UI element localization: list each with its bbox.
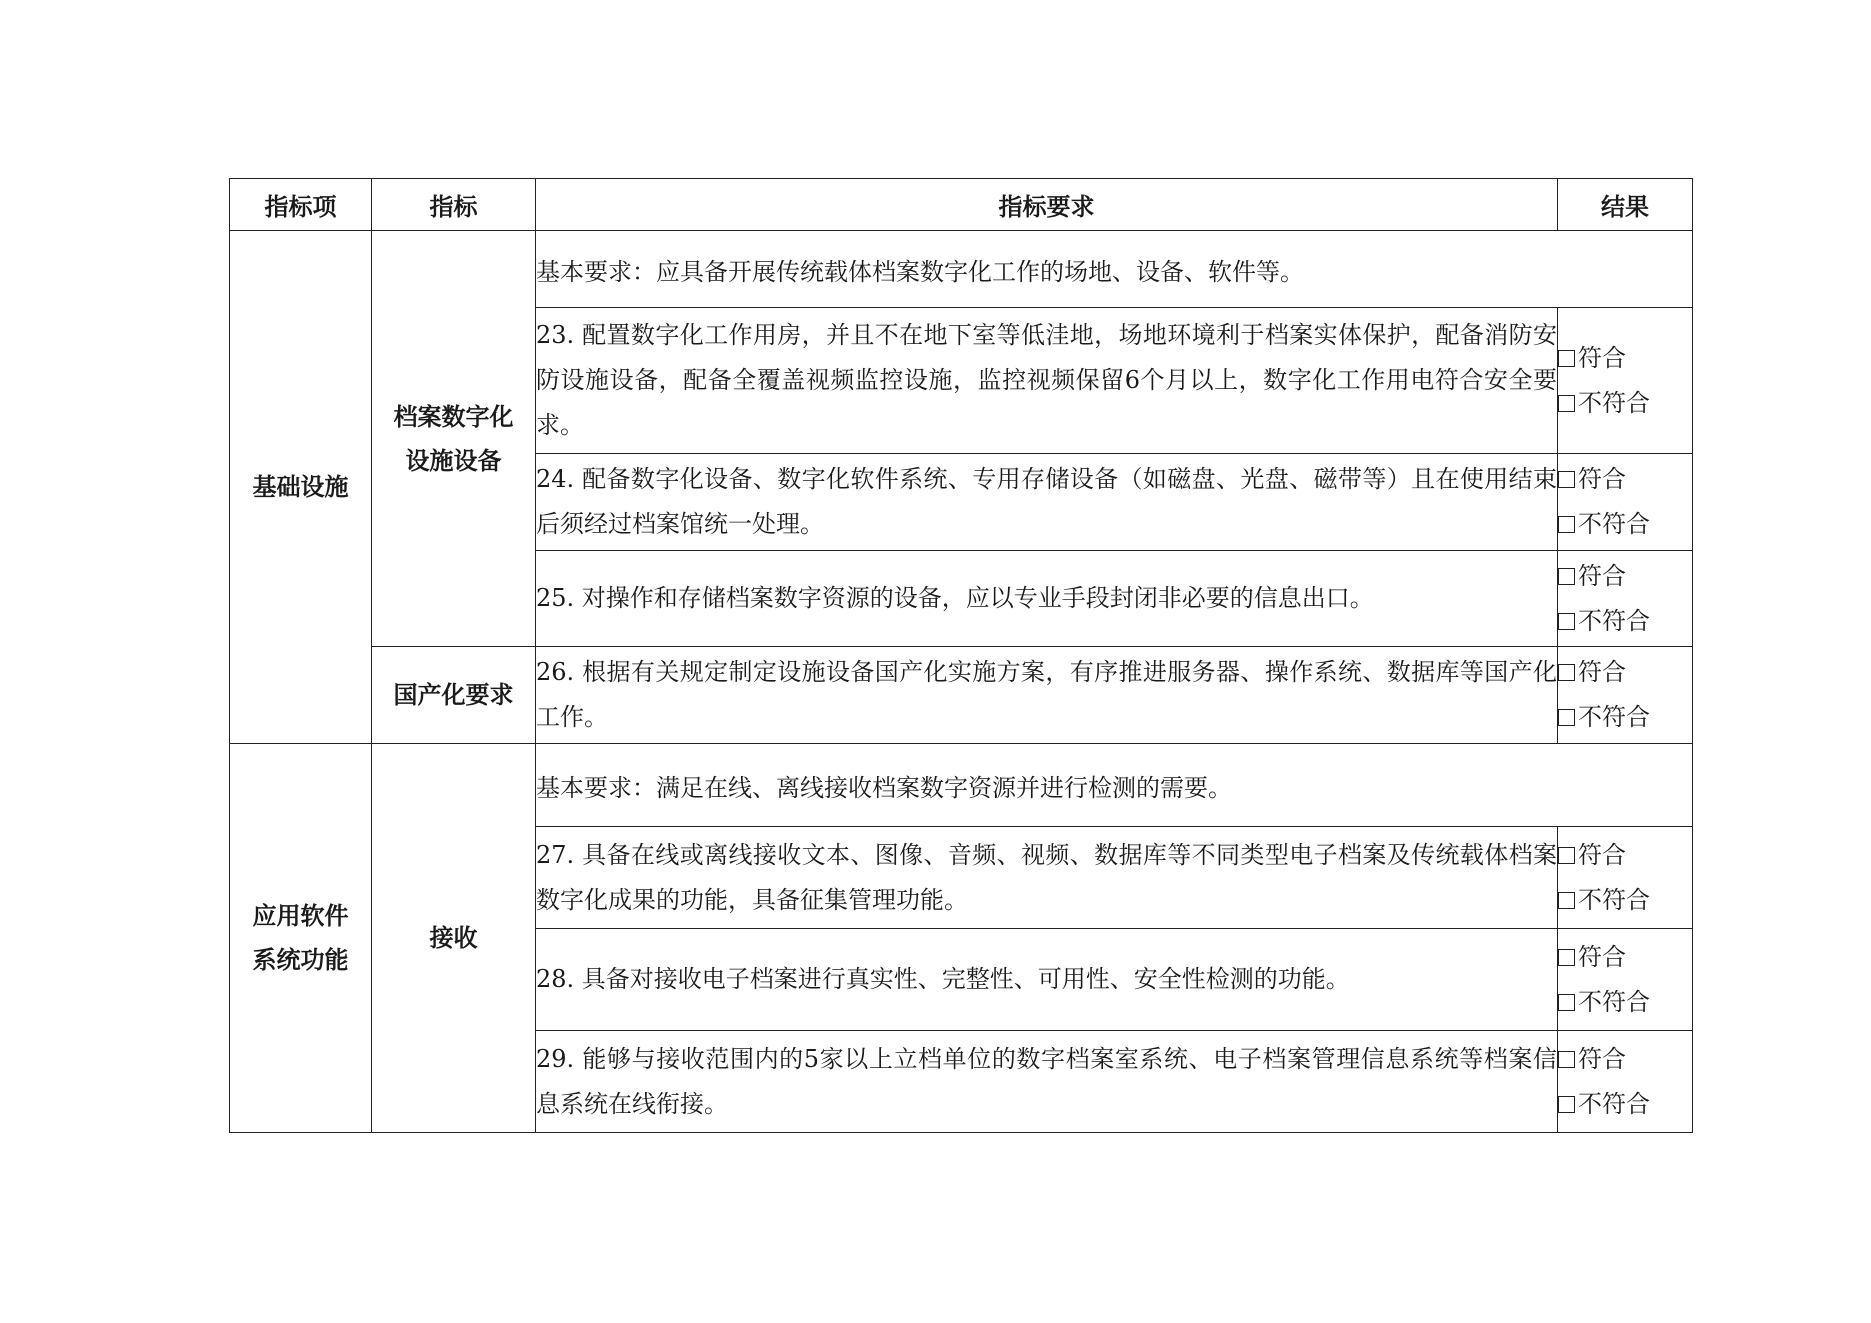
indicator-receive: 接收 (372, 744, 536, 1133)
indicator-digital-facilities (372, 231, 536, 647)
header-row (230, 179, 1693, 231)
compliant-option[interactable]: 符合 (1558, 1037, 1692, 1082)
result-cell (1558, 647, 1693, 744)
indicator-localization: 国产化要求 (372, 647, 536, 744)
requirement-24: 24. 配备数字化设备、数字化软件系统、专用存储设备（如磁盘、光盘、磁带等）且在使用结束后须经过档案馆统一处理。 (536, 454, 1558, 551)
result-cell (1558, 308, 1693, 454)
table-row (230, 744, 1693, 827)
checkbox-icon[interactable] (1558, 949, 1575, 966)
checkbox-icon[interactable] (1558, 1096, 1575, 1113)
checkbox-icon[interactable] (1558, 1051, 1575, 1068)
checkbox-icon[interactable] (1558, 568, 1575, 585)
checkbox-icon[interactable] (1558, 350, 1575, 367)
header-result: 结果 (1558, 179, 1693, 231)
checkbox-icon[interactable] (1558, 613, 1575, 630)
compliant-option[interactable]: 符合 (1558, 935, 1692, 980)
checkbox-icon[interactable] (1558, 471, 1575, 488)
result-cell (1558, 929, 1693, 1031)
requirement-25: 25. 对操作和存储档案数字资源的设备，应以专业手段封闭非必要的信息出口。 (536, 551, 1558, 647)
requirement-26: 26. 根据有关规定制定设施设备国产化实施方案，有序推进服务器、操作系统、数据库等国产化工作。 (536, 647, 1558, 744)
basic-requirement: 基本要求：应具备开展传统载体档案数字化工作的场地、设备、软件等。 (536, 231, 1693, 308)
checkbox-icon[interactable] (1558, 847, 1575, 864)
category-line: 应用软件 (252, 902, 349, 930)
noncompliant-option[interactable]: 不符合 (1558, 695, 1692, 740)
indicator-line: 设施设备 (405, 446, 502, 475)
basic-requirement: 基本要求：满足在线、离线接收档案数字资源并进行检测的需要。 (536, 744, 1693, 827)
category-infrastructure: 基础设施 (230, 231, 372, 744)
requirement-28: 28. 具备对接收电子档案进行真实性、完整性、可用性、安全性检测的功能。 (536, 929, 1558, 1031)
requirement-23: 23. 配置数字化工作用房，并且不在地下室等低洼地，场地环境利于档案实体保护，配备消防安防设施设备，配备全覆盖视频监控设施，监控视频保留6个月以上，数字化工作用电符合安全要求。 (536, 308, 1558, 454)
noncompliant-option[interactable]: 不符合 (1558, 599, 1692, 644)
table-row (230, 231, 1693, 308)
noncompliant-option[interactable]: 不符合 (1558, 878, 1692, 923)
compliant-option[interactable]: 符合 (1558, 650, 1692, 695)
requirement-27: 27. 具备在线或离线接收文本、图像、音频、视频、数据库等不同类型电子档案及传统载体档案数字化成果的功能，具备征集管理功能。 (536, 827, 1558, 929)
checkbox-icon[interactable] (1558, 709, 1575, 726)
evaluation-table (229, 178, 1693, 1133)
noncompliant-option[interactable]: 不符合 (1558, 980, 1692, 1025)
checkbox-icon[interactable] (1558, 892, 1575, 909)
compliant-option[interactable]: 符合 (1558, 833, 1692, 878)
checkbox-icon[interactable] (1558, 664, 1575, 681)
result-cell (1558, 827, 1693, 929)
noncompliant-option[interactable]: 不符合 (1558, 502, 1692, 547)
header-category: 指标项 (230, 179, 372, 231)
checkbox-icon[interactable] (1558, 516, 1575, 533)
category-software (230, 744, 372, 1133)
checkbox-icon[interactable] (1558, 395, 1575, 412)
header-requirement: 指标要求 (536, 179, 1558, 231)
checkbox-icon[interactable] (1558, 994, 1575, 1011)
compliant-option[interactable]: 符合 (1558, 554, 1692, 599)
noncompliant-option[interactable]: 不符合 (1558, 1082, 1692, 1127)
requirement-29: 29. 能够与接收范围内的5家以上立档单位的数字档案室系统、电子档案管理信息系统等档案信息系统在线衔接。 (536, 1031, 1558, 1133)
category-line: 系统功能 (252, 946, 349, 974)
compliant-option[interactable]: 符合 (1558, 457, 1692, 502)
result-cell (1558, 551, 1693, 647)
table-row (230, 647, 1693, 744)
header-indicator: 指标 (372, 179, 536, 231)
result-cell (1558, 454, 1693, 551)
indicator-line: 档案数字化 (393, 402, 514, 431)
noncompliant-option[interactable]: 不符合 (1558, 381, 1692, 426)
compliant-option[interactable]: 符合 (1558, 336, 1692, 381)
result-cell (1558, 1031, 1693, 1133)
